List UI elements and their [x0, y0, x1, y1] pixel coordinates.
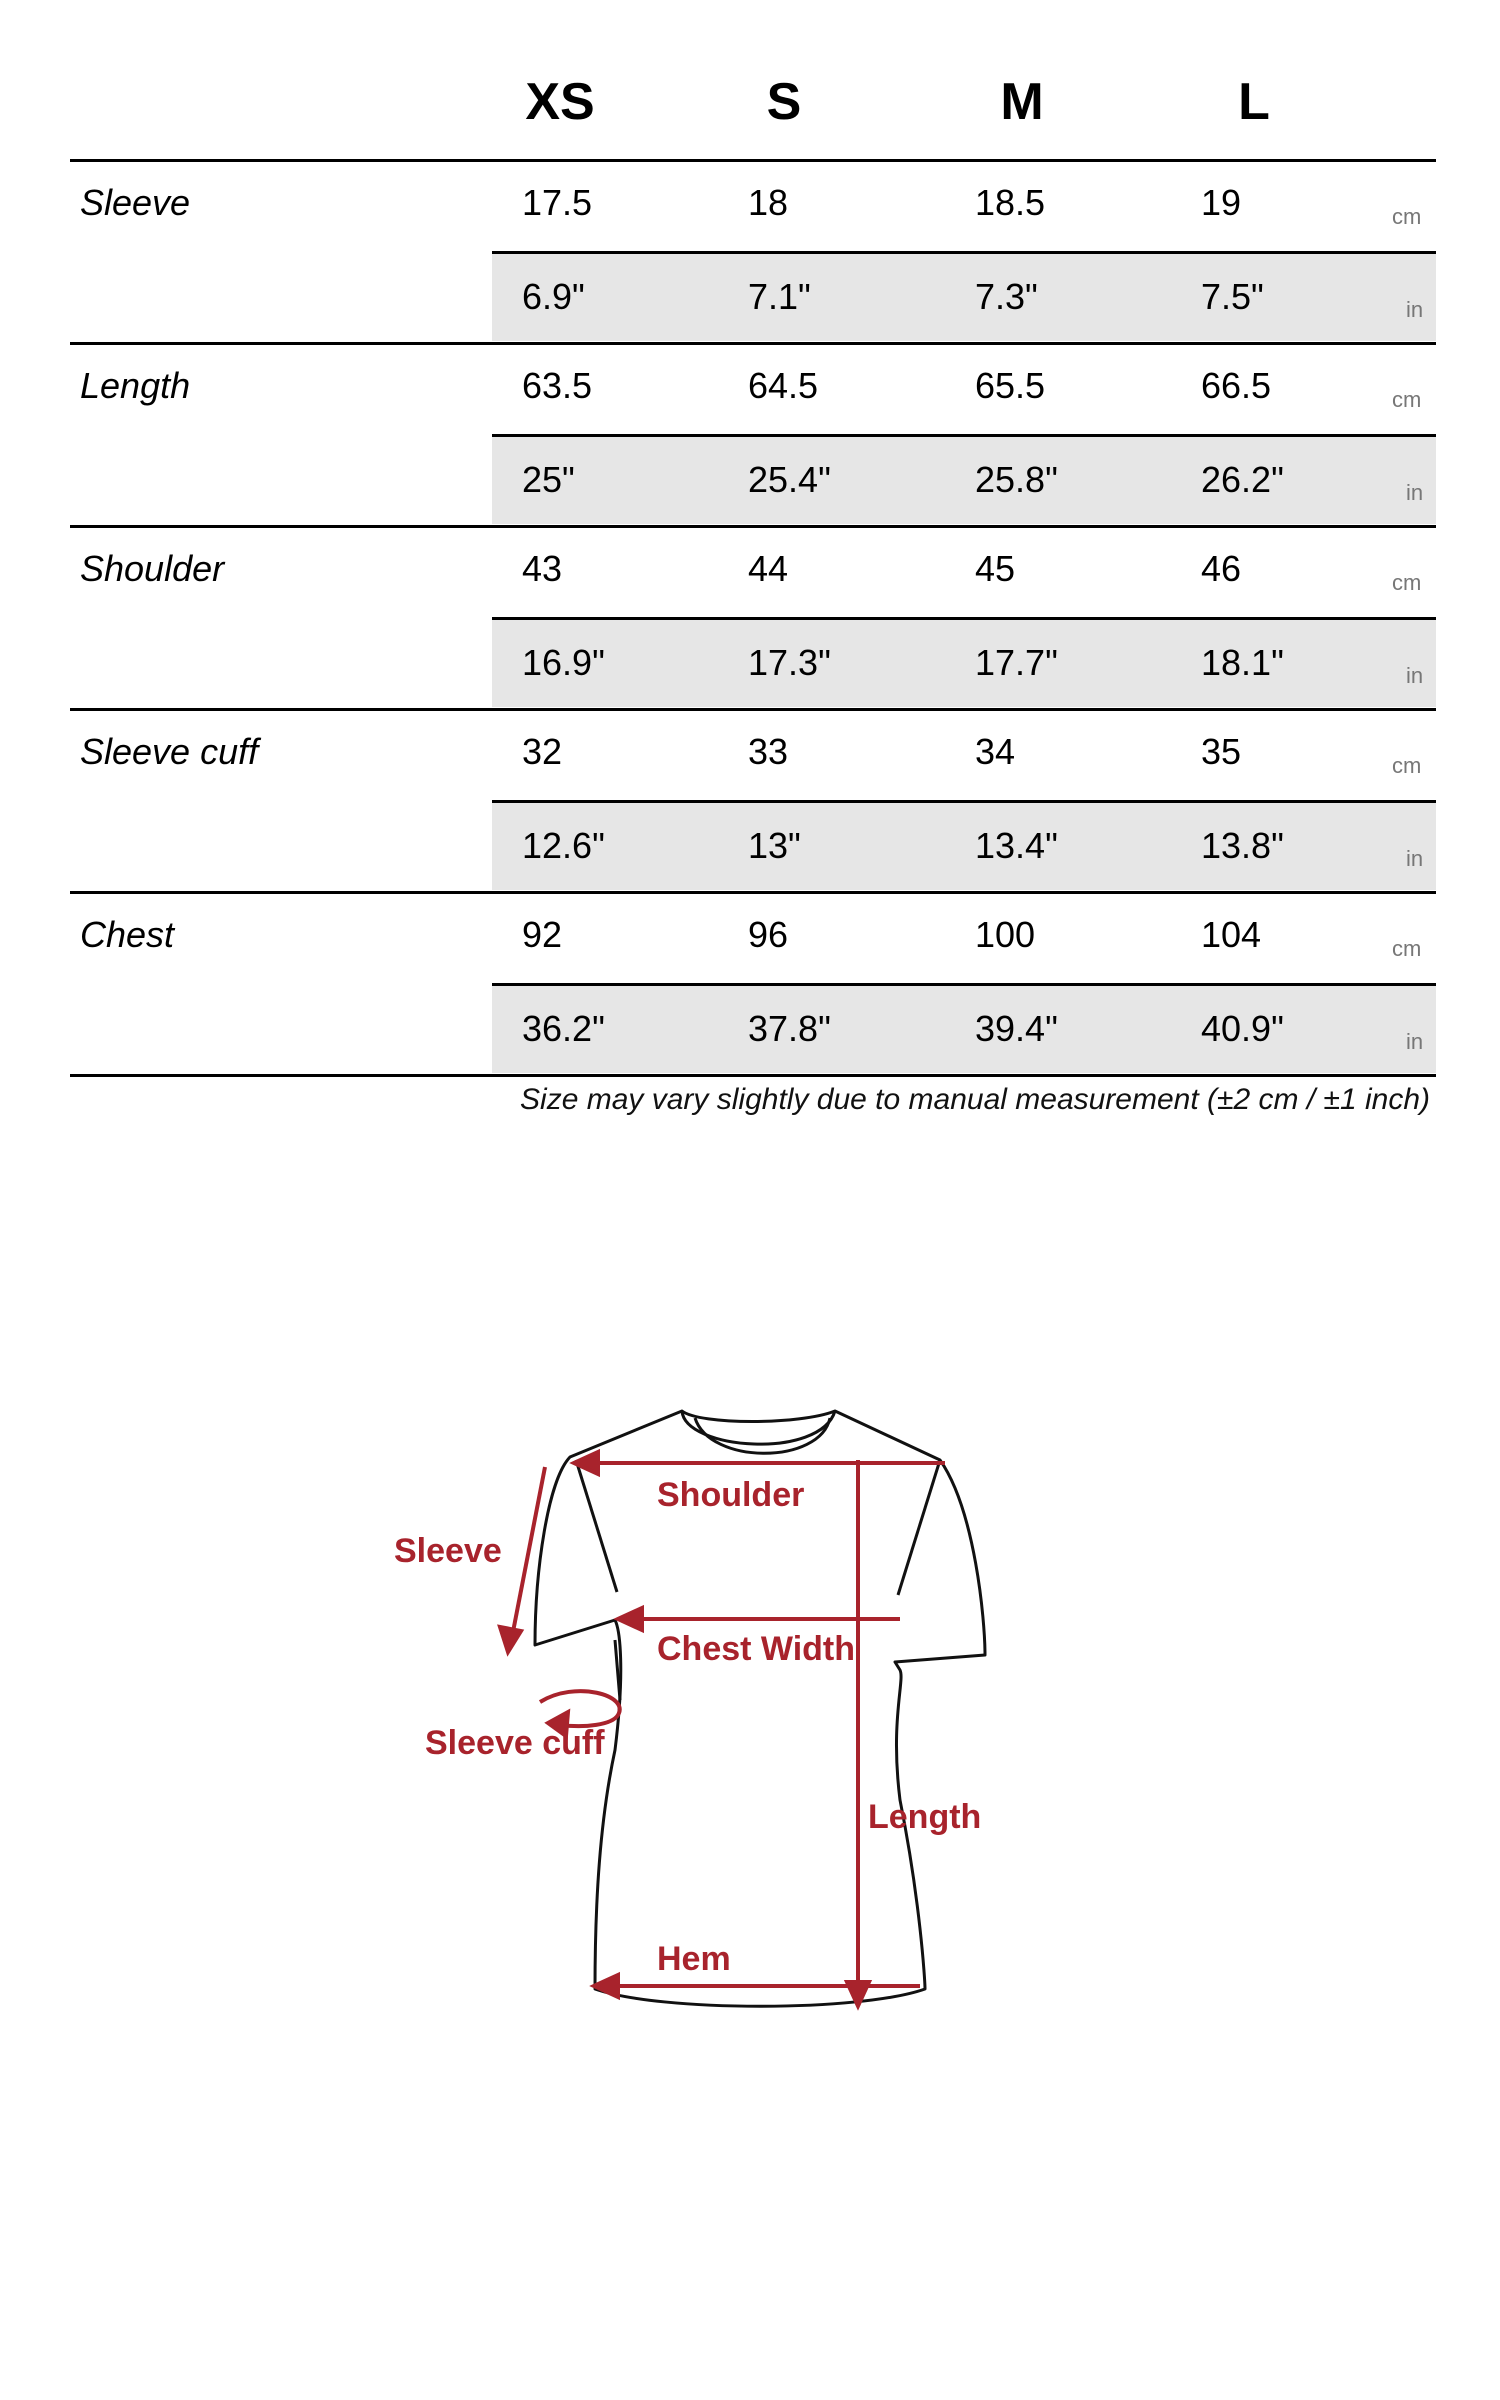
row-divider-inner	[492, 800, 1436, 803]
unit-label-in: in	[1406, 845, 1424, 871]
cell-in-s: 7.1"	[748, 275, 811, 317]
row-divider-inner	[492, 983, 1436, 986]
unit-label-in: in	[1406, 1028, 1424, 1054]
cell-in-l: 13.8"	[1201, 824, 1284, 866]
cell-in-xs: 6.9"	[522, 275, 585, 317]
table-top-rule	[70, 159, 1436, 162]
diagram-label-length: Length	[868, 1798, 982, 1836]
unit-label-in: in	[1406, 296, 1424, 322]
row-divider-inner	[492, 434, 1436, 437]
cell-cm-m: 34	[975, 731, 1016, 772]
cell-in-m: 13.4"	[975, 824, 1058, 866]
unit-label-in: in	[1406, 479, 1424, 505]
row-inch-background	[492, 436, 1436, 524]
cell-cm-s: 44	[748, 548, 789, 589]
row-divider	[70, 891, 1436, 894]
cell-in-m: 25.8"	[975, 458, 1058, 500]
cell-in-s: 17.3"	[748, 641, 831, 683]
cell-in-m: 7.3"	[975, 275, 1038, 317]
row-inch-background	[492, 802, 1436, 890]
cell-in-m: 39.4"	[975, 1007, 1058, 1049]
diagram-label-hem: Hem	[657, 1940, 731, 1978]
unit-label-cm: cm	[1392, 387, 1422, 412]
cell-in-s: 37.8"	[748, 1007, 831, 1049]
size-header-l: L	[1238, 73, 1270, 131]
cell-cm-s: 18	[748, 182, 789, 223]
diagram-label-chest-width: Chest Width	[657, 1630, 856, 1668]
cell-in-s: 25.4"	[748, 458, 831, 500]
cell-in-xs: 12.6"	[522, 824, 605, 866]
unit-label-cm: cm	[1392, 753, 1422, 778]
row-divider	[70, 342, 1436, 345]
cell-cm-l: 66.5	[1201, 365, 1272, 406]
cell-cm-s: 64.5	[748, 365, 819, 406]
diagram-label-sleeve: Sleeve	[394, 1532, 502, 1570]
cell-cm-xs: 43	[522, 548, 563, 589]
cell-in-s: 13"	[748, 824, 801, 866]
cell-in-l: 40.9"	[1201, 1007, 1284, 1049]
unit-label-cm: cm	[1392, 570, 1422, 595]
size-header-m: M	[1000, 73, 1044, 131]
cell-cm-l: 19	[1201, 182, 1242, 223]
unit-label-cm: cm	[1392, 204, 1422, 229]
cell-in-xs: 25"	[522, 458, 575, 500]
diagram-label-shoulder: Shoulder	[657, 1476, 805, 1514]
cell-cm-m: 65.5	[975, 365, 1046, 406]
cell-cm-m: 45	[975, 548, 1016, 589]
cell-cm-l: 104	[1201, 914, 1262, 955]
cell-cm-xs: 63.5	[522, 365, 593, 406]
row-divider	[70, 1074, 1436, 1077]
cell-in-m: 17.7"	[975, 641, 1058, 683]
cell-in-xs: 16.9"	[522, 641, 605, 683]
cell-in-l: 18.1"	[1201, 641, 1284, 683]
cell-in-xs: 36.2"	[522, 1007, 605, 1049]
cell-cm-m: 100	[975, 914, 1036, 955]
row-label: Sleeve	[80, 182, 191, 223]
cell-cm-l: 46	[1201, 548, 1242, 589]
cell-cm-xs: 92	[522, 914, 563, 955]
cell-cm-m: 18.5	[975, 182, 1046, 223]
row-inch-background	[492, 985, 1436, 1073]
cell-in-l: 7.5"	[1201, 275, 1264, 317]
row-divider	[70, 708, 1436, 711]
row-divider	[70, 525, 1436, 528]
diagram-label-sleeve-cuff: Sleeve cuff	[425, 1724, 605, 1762]
unit-label-in: in	[1406, 662, 1424, 688]
row-inch-background	[492, 253, 1436, 341]
row-label: Length	[80, 365, 191, 406]
size-header-xs: XS	[525, 73, 595, 131]
row-label: Chest	[80, 914, 175, 955]
cell-cm-xs: 32	[522, 731, 563, 772]
row-label: Shoulder	[80, 548, 225, 589]
cell-cm-s: 96	[748, 914, 789, 955]
unit-label-cm: cm	[1392, 936, 1422, 961]
cell-cm-s: 33	[748, 731, 789, 772]
row-divider-inner	[492, 617, 1436, 620]
cell-in-l: 26.2"	[1201, 458, 1284, 500]
cell-cm-xs: 17.5	[522, 182, 593, 223]
cell-cm-l: 35	[1201, 731, 1242, 772]
row-label: Sleeve cuff	[80, 731, 259, 772]
size-header-s: S	[766, 73, 802, 131]
row-inch-background	[492, 619, 1436, 707]
row-divider-inner	[492, 251, 1436, 254]
measurement-note: Size may vary slightly due to manual measurement (±2 cm / ±1 inch)	[520, 1083, 1430, 1116]
tshirt-measurement-diagram	[0, 1300, 1500, 2060]
